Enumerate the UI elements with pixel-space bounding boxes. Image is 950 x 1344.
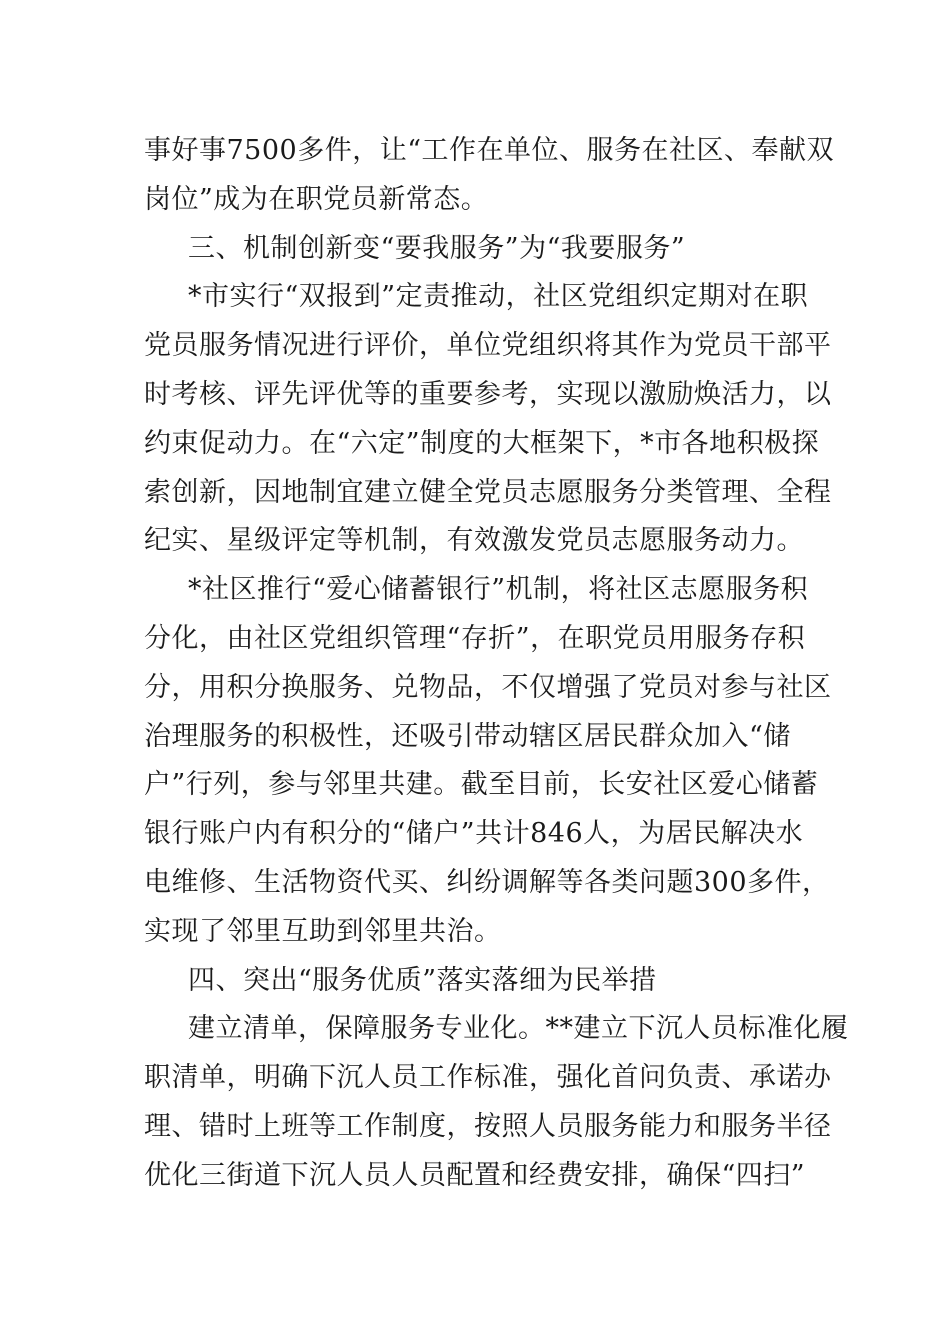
- text-line: 治理服务的积极性，还吸引带动辖区居民群众加入“储: [144, 720, 791, 752]
- text-line: 党员服务情况进行评价，单位党组织将其作为党员干部平: [144, 330, 832, 362]
- text-line: 索创新，因地制宜建立健全党员志愿服务分类管理、全程: [144, 476, 832, 508]
- section-heading-3: 三、机制创新变“要我服务”为“我要服务”: [188, 232, 686, 264]
- text-line: 优化三街道下沉人员人员配置和经费安排，确保“四扫”: [144, 1159, 806, 1191]
- text-line: 理、错时上班等工作制度，按照人员服务能力和服务半径: [144, 1110, 832, 1142]
- text-line: 实现了邻里互助到邻里共治。: [144, 915, 502, 947]
- text-line: 分，用积分换服务、兑物品，不仅增强了党员对参与社区: [144, 671, 832, 703]
- text-line: 纪实、星级评定等机制，有效激发党员志愿服务动力。: [144, 525, 804, 557]
- text-line: 事好事7500多件，让“工作在单位、服务在社区、奉献双: [144, 135, 835, 166]
- text-line: 分化，由社区党组织管理“存折”，在职党员用服务存积: [144, 622, 806, 654]
- text-line: 约束促动力。在“六定”制度的大框架下，*市各地积极探: [144, 427, 820, 459]
- text-line: 时考核、评先评优等的重要参考，实现以激励焕活力，以: [144, 378, 832, 410]
- text-line: 银行账户内有积分的“储户”共计846人，为居民解决水: [144, 818, 804, 850]
- text-line: 建立清单，保障服务专业化。**建立下沉人员标准化履: [188, 1013, 849, 1045]
- text-line: 岗位”成为在职党员新常态。: [144, 183, 489, 215]
- text-line: 职清单，明确下沉人员工作标准，强化首问负责、承诺办: [144, 1062, 832, 1094]
- text-line: *市实行“双报到”定责推动，社区党组织定期对在职: [188, 281, 809, 313]
- text-line: 电维修、生活物资代买、纠纷调解等各类问题300多件，: [144, 866, 830, 898]
- text-line: 户”行列，参与邻里共建。截至目前，长安社区爱心储蓄: [144, 769, 819, 801]
- document-body: [144, 127, 849, 1201]
- text-line: *社区推行“爱心储蓄银行”机制，将社区志愿服务积: [188, 574, 809, 606]
- section-heading-4: 四、突出“服务优质”落实落细为民举措: [188, 964, 657, 996]
